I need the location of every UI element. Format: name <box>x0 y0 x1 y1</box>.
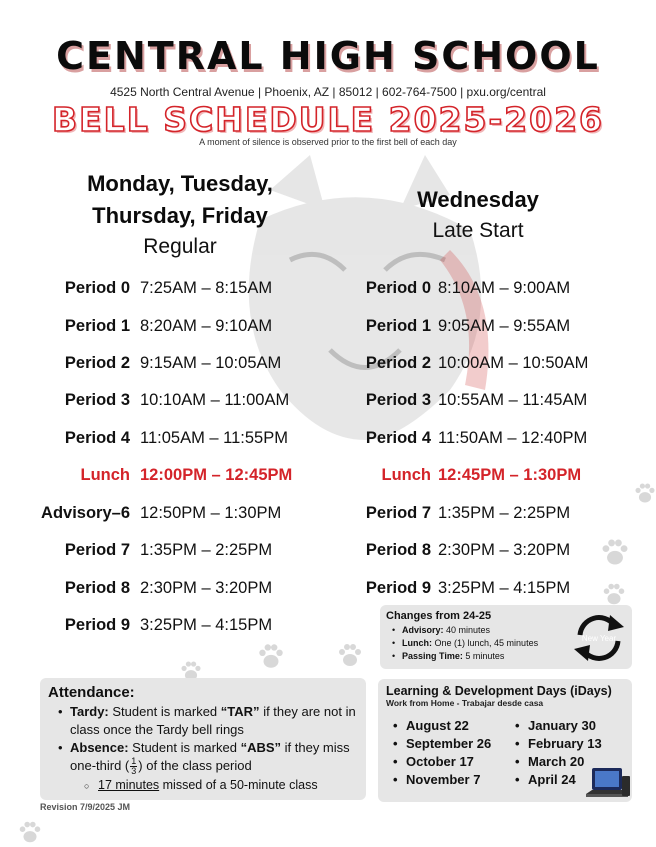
schedule-title: BELL SCHEDULE 2025-2026 <box>51 100 605 139</box>
schedule-row <box>0 391 290 413</box>
latestart-days: Wednesday <box>417 187 539 212</box>
change-text: 40 minutes <box>446 625 491 635</box>
schedule-row <box>0 317 273 339</box>
period-time: 8:20AM – 9:10AM <box>140 317 273 335</box>
period-time: 12:45PM – 1:30PM <box>438 466 582 484</box>
school-address: 4525 North Central Avenue | Phoenix, AZ | 85012 | 602-764-7500 | pxu.org/central <box>110 85 546 99</box>
fraction-numerator: 1 <box>131 756 137 767</box>
schedule-row <box>300 429 588 451</box>
paw-print-icon <box>16 818 44 846</box>
period-label: Period 4 <box>64 429 130 447</box>
period-label: Period 7 <box>64 541 130 559</box>
list-item: • September 26 <box>392 735 491 753</box>
period-label: Period 3 <box>365 391 431 409</box>
list-item: • October 17 <box>392 753 491 771</box>
period-time: 1:35PM – 2:25PM <box>140 541 273 559</box>
change-term: Lunch: <box>402 638 432 648</box>
list-item: • January 30 <box>514 717 602 735</box>
absence-text: Student is marked <box>132 740 237 755</box>
school-title: CENTRAL HIGH SCHOOL <box>56 34 600 78</box>
paw-print-icon <box>600 580 628 608</box>
period-label: Period 8 <box>64 579 130 597</box>
minutes-text: missed of a 50-minute class <box>162 778 318 793</box>
schedule-row <box>300 317 571 339</box>
period-time: 7:25AM – 8:15AM <box>140 279 273 297</box>
period-label: Period 3 <box>64 391 130 409</box>
period-label: Period 4 <box>365 429 431 447</box>
list-item: • Absence: Student is marked “ABS” if they miss one-third ( $\frac{1}{3}$ ) of the class period <box>48 739 358 776</box>
period-time: 2:30PM – 3:20PM <box>438 541 571 559</box>
period-time: 9:05AM – 9:55AM <box>438 317 571 335</box>
idays-subtitle: Work from Home - Trabajar desde casa <box>386 698 544 708</box>
schedule-row <box>300 391 588 413</box>
attendance-title: Attendance: <box>48 684 135 701</box>
paw-print-icon <box>255 640 287 672</box>
change-text: One (1) lunch, 45 minutes <box>434 638 539 648</box>
period-label: Period 7 <box>365 504 431 522</box>
period-time: 10:10AM – 11:00AM <box>140 391 290 409</box>
laptop-icon <box>584 766 632 802</box>
list-item <box>48 703 358 739</box>
changes-title: Changes from 24-25 <box>386 610 492 622</box>
idays-left-list <box>392 717 491 789</box>
cycle-arrows-icon <box>570 611 628 665</box>
period-label: Period 9 <box>365 579 431 597</box>
period-time: 11:50AM – 12:40PM <box>438 429 588 447</box>
period-label: Period 2 <box>64 354 130 372</box>
schedule-row <box>300 354 589 376</box>
period-label: Lunch <box>80 466 130 484</box>
period-time: 11:05AM – 11:55PM <box>140 429 288 447</box>
schedule-row <box>300 504 571 526</box>
list-item: • August 22 <box>392 717 491 735</box>
schedule-row <box>300 541 571 563</box>
period-time: 2:30PM – 3:20PM <box>140 579 273 597</box>
schedule-row <box>0 429 288 451</box>
latestart-kind: Late Start <box>432 219 524 242</box>
fraction-denominator: 3 <box>131 766 137 777</box>
tardy-term: Tardy: <box>70 704 109 719</box>
period-label: Period 1 <box>64 317 130 335</box>
minutes-threshold: 17 minutes <box>98 778 160 793</box>
period-label: Period 9 <box>64 616 130 634</box>
paw-print-icon <box>335 640 365 670</box>
period-label: Lunch <box>381 466 431 484</box>
period-time: 3:25PM – 4:15PM <box>438 579 571 597</box>
list-item: • November 7 <box>392 771 491 789</box>
list-item <box>48 776 358 794</box>
absence-term: Absence: <box>70 740 129 755</box>
attendance-list <box>48 703 358 794</box>
latestart-heading <box>358 184 598 246</box>
absence-code: “ABS” <box>240 740 282 755</box>
period-label: Advisory–6 <box>41 504 130 522</box>
paw-print-icon <box>632 480 656 506</box>
list-item: • April 24 <box>514 771 602 789</box>
period-label: Period 0 <box>365 279 431 297</box>
revision-note: Revision 7/9/2025 JM <box>40 802 131 812</box>
period-label: Period 1 <box>365 317 431 335</box>
paw-print-icon <box>598 535 632 569</box>
period-time: 1:35PM – 2:25PM <box>438 504 571 522</box>
schedule-row <box>0 504 282 526</box>
idays-box <box>378 679 632 802</box>
list-item: • March 20 <box>514 753 602 771</box>
period-time: 9:15AM – 10:05AM <box>140 354 282 372</box>
schedule-row <box>0 579 273 601</box>
period-time: 10:55AM – 11:45AM <box>438 391 588 409</box>
lunch-row <box>0 466 293 488</box>
changes-box <box>380 605 632 669</box>
tardy-code: “TAR” <box>220 704 260 719</box>
tardy-text: Student is marked <box>112 704 218 719</box>
tardy-text: if they are not in class once the Tardy bell rings <box>70 704 356 737</box>
period-time: 10:00AM – 10:50AM <box>438 354 589 372</box>
schedule-row <box>0 541 273 563</box>
period-label: Period 2 <box>365 354 431 372</box>
moment-of-silence-note: A moment of silence is observed prior to the first bell of each day <box>199 137 457 147</box>
regular-heading <box>40 168 320 262</box>
change-text: 5 minutes <box>465 651 505 661</box>
schedule-row <box>0 354 282 376</box>
period-label: Period 8 <box>365 541 431 559</box>
schedule-row <box>0 616 273 638</box>
regular-kind: Regular <box>143 235 217 258</box>
list-item: • February 13 <box>514 735 602 753</box>
regular-days-line2: Thursday, Friday <box>92 203 268 228</box>
idays-title: Learning & Development Days (iDays) <box>386 684 612 698</box>
period-time: 3:25PM – 4:15PM <box>140 616 273 634</box>
schedule-row <box>300 579 571 601</box>
absence-text: if they miss one-third <box>70 740 350 773</box>
period-time: 8:10AM – 9:00AM <box>438 279 571 297</box>
absence-text: of the class period <box>146 758 252 773</box>
schedule-row <box>300 279 571 301</box>
attendance-box <box>40 678 366 800</box>
change-term: Advisory: <box>402 625 444 635</box>
cycle-icon-text: New Year <box>581 634 617 643</box>
lunch-row <box>300 466 582 488</box>
period-label: Period 0 <box>64 279 130 297</box>
change-term: Passing Time: <box>402 651 463 661</box>
one-third-fraction <box>130 757 137 776</box>
period-time: 12:00PM – 12:45PM <box>140 466 293 484</box>
regular-days-line1: Monday, Tuesday, <box>87 171 273 196</box>
period-time: 12:50PM – 1:30PM <box>140 504 282 522</box>
schedule-row <box>0 279 273 301</box>
